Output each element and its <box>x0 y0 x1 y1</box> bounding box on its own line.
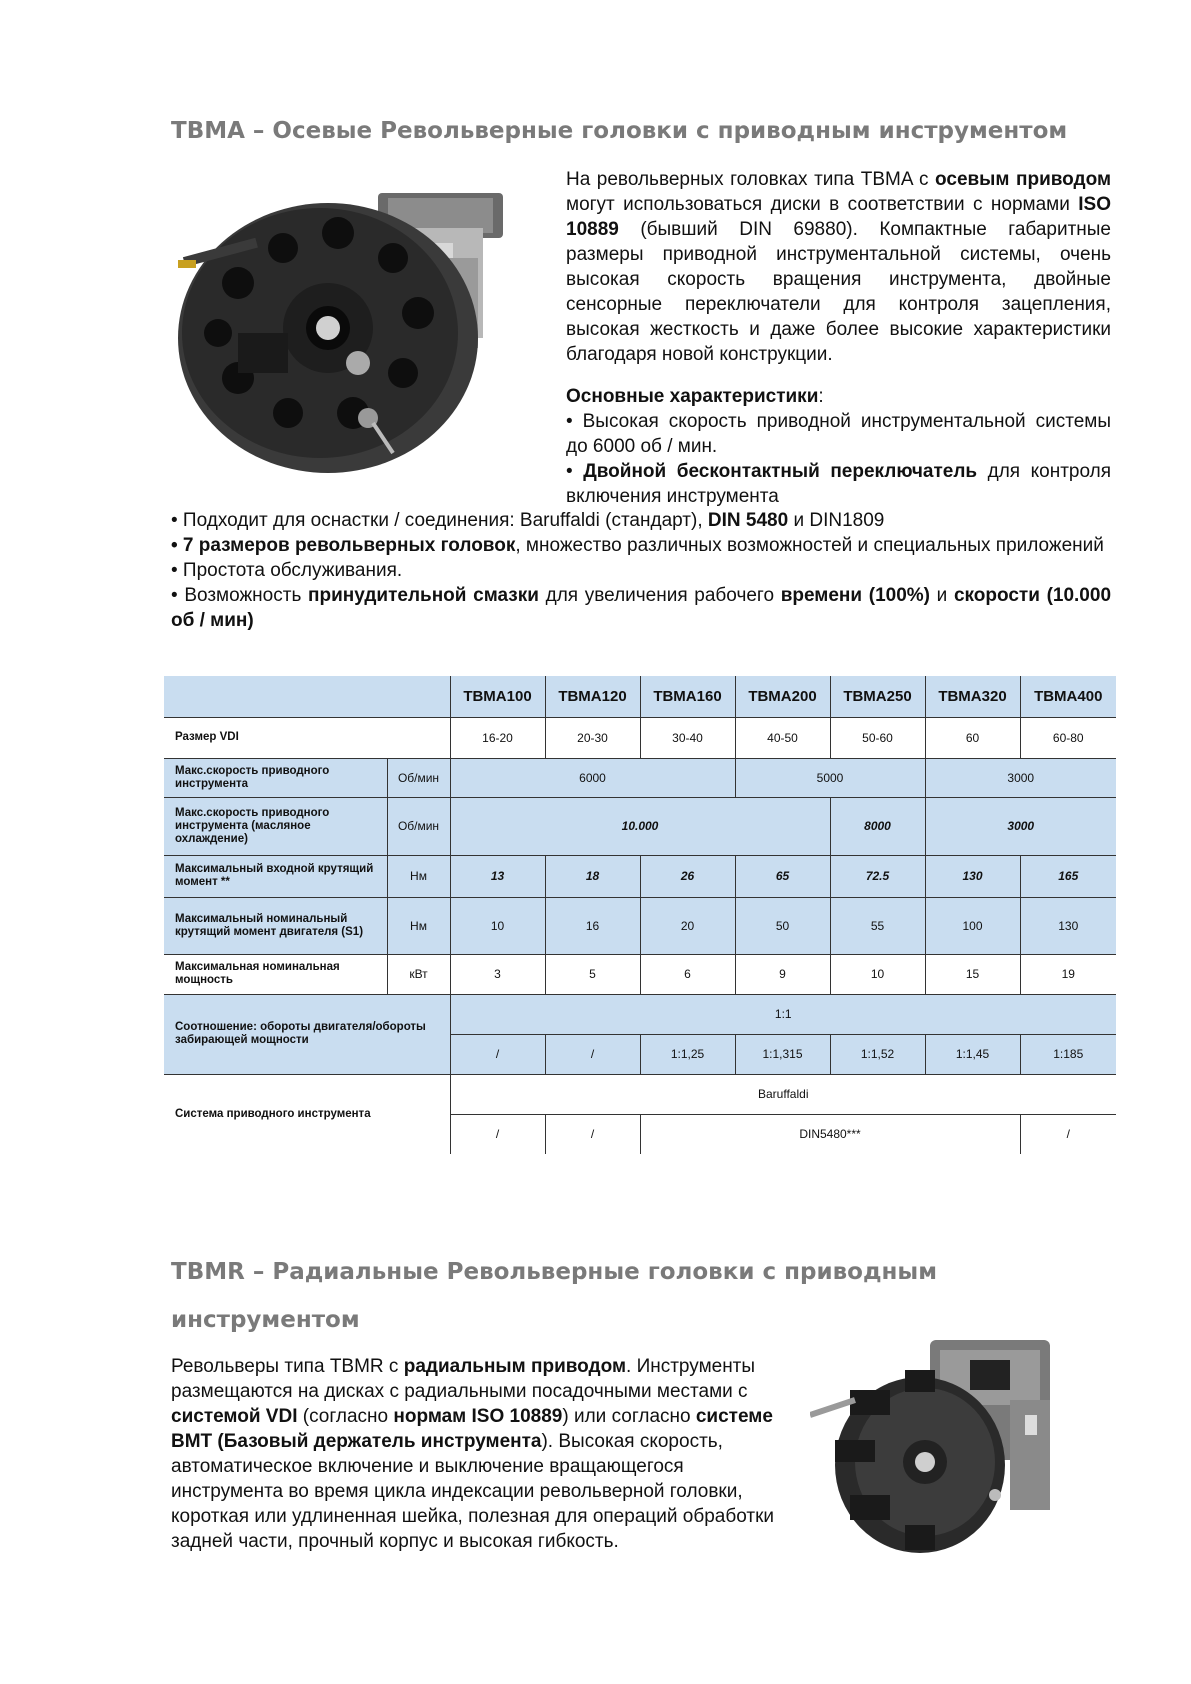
ratio-row-top <box>164 994 1116 1034</box>
tbma-features-full <box>171 508 1111 633</box>
table-cell: 65 <box>735 855 830 897</box>
table-cell: / <box>450 1114 545 1154</box>
table-cell: Об/мин <box>387 797 450 855</box>
tbmr-heading-line1: TBMR – Радиальные Револьверные головки с приводным <box>171 1259 938 1285</box>
table-cell: 1:1,45 <box>925 1034 1020 1074</box>
table-cell: / <box>450 1034 545 1074</box>
model-header: TBMA100 <box>450 676 545 717</box>
torque-nom-row <box>164 897 1116 954</box>
table-cell: 1:1,25 <box>640 1034 735 1074</box>
table-cell: Максимальный входной крутящий момент ** <box>164 855 387 897</box>
table-cell: 20 <box>640 897 735 954</box>
table-cell: 60 <box>925 717 1020 758</box>
tbmr-heading-line2: инструментом <box>171 1307 360 1333</box>
model-header: TBMA200 <box>735 676 830 717</box>
model-header: TBMA120 <box>545 676 640 717</box>
table-cell: 6 <box>640 954 735 994</box>
table-cell: Макс.скорость приводного инструмента (масляное охлаждение) <box>164 797 387 855</box>
table-cell: 5000 <box>735 758 925 797</box>
table-cell: 130 <box>925 855 1020 897</box>
feature-3: • Подходит для оснастки / соединения: Baruffaldi (стандарт), DIN 5480 и DIN1809 <box>171 510 885 531</box>
table-cell: Система приводного инструмента <box>164 1074 450 1154</box>
table-cell: 8000 <box>830 797 925 855</box>
table-cell: 26 <box>640 855 735 897</box>
table-cell: 20-30 <box>545 717 640 758</box>
tbma-spec-table <box>164 676 1116 1154</box>
table-cell: Об/мин <box>387 758 450 797</box>
feature-5: • Простота обслуживания. <box>171 560 403 581</box>
tbma-intro: На револьверных головках типа TBMA с осевым приводом могут использоваться диски в соответствии с нормами ISO 10889 (бывший DIN 69880). Компактные габаритные размеры приводной инструментальной системы, очень высокая скорость вращения инструмента, двойные сенсорные переключатели для контроля зацепления, высокая жесткость и даже более высокие характеристики благодаря новой конструкции. <box>566 169 1112 365</box>
feature-1: • Высокая скорость приводной инструментальной системы до 6000 об / мин. <box>566 411 1111 457</box>
table-cell: / <box>1020 1114 1116 1154</box>
table-cell: 10.000 <box>450 797 830 855</box>
power-row <box>164 954 1116 994</box>
table-cell: Максимальный номинальный крутящий момент двигателя (S1) <box>164 897 387 954</box>
system-row-top <box>164 1074 1116 1114</box>
table-cell: 40-50 <box>735 717 830 758</box>
table-cell: кВт <box>387 954 450 994</box>
table-cell: 6000 <box>450 758 735 797</box>
tbma-heading: TBMA – Осевые Револьверные головки с приводным инструментом <box>171 118 1068 144</box>
table-cell: 1:1,52 <box>830 1034 925 1074</box>
tbmr-text: Револьверы типа TBMR с радиальным приводом. Инструменты размещаются на дисках с радиальными посадочными местами с системой VDI (согласно нормам ISO 10889) или согласно системе BMT (Базовый держатель инструмента). Высокая скорость, автоматическое включение и выключение вращающегося инструмента во время цикла индексации револьверной головки, короткая или удлиненная шейка, полезная для операций обработки задней части, прочный корпус и высокая гибкость. <box>171 1356 775 1552</box>
table-cell: 5 <box>545 954 640 994</box>
table-cell: Макс.скорость приводного инструмента <box>164 758 387 797</box>
model-header: TBMA160 <box>640 676 735 717</box>
table-cell: / <box>545 1114 640 1154</box>
table-cell: 3000 <box>925 797 1116 855</box>
tbma-features: Основные характеристики: • Высокая скорость приводной инструментальной системы до 6000 об / мин. • Двойной бесконтактный переключатель для контроля включения инструмента <box>566 386 1111 507</box>
tbmr-turret-image <box>810 1330 1070 1560</box>
feature-4: • 7 размеров револьверных головок, множество различных возможностей и специальных приложений <box>171 535 1104 556</box>
table-cell: 19 <box>1020 954 1116 994</box>
table-cell: 10 <box>450 897 545 954</box>
feature-2: • Двойной бесконтактный переключатель для контроля включения инструмента <box>566 461 1111 507</box>
table-cell: 15 <box>925 954 1020 994</box>
table-cell: 9 <box>735 954 830 994</box>
table-cell: Нм <box>387 897 450 954</box>
table-cell: 72.5 <box>830 855 925 897</box>
table-cell: DIN5480*** <box>640 1114 1020 1154</box>
table-cell: Соотношение: обороты двигателя/обороты забирающей мощности <box>164 994 450 1074</box>
feature-6: • Возможность принудительной смазки для увеличения рабочего времени (100%) и скорости (10.000 об / мин) <box>171 585 1112 631</box>
table-cell: 3 <box>450 954 545 994</box>
table-cell: 18 <box>545 855 640 897</box>
table-cell: 3000 <box>925 758 1116 797</box>
table-cell: Нм <box>387 855 450 897</box>
table-cell: 100 <box>925 897 1020 954</box>
tbma-turret-image <box>178 188 548 478</box>
features-title: Основные характеристики <box>566 386 819 407</box>
table-cell: 1:185 <box>1020 1034 1116 1074</box>
torque-in-row <box>164 855 1116 897</box>
table-cell: 60-80 <box>1020 717 1116 758</box>
table-cell: 16 <box>545 897 640 954</box>
header-row <box>164 676 1116 717</box>
model-header: TBMA320 <box>925 676 1020 717</box>
model-header: TBMA250 <box>830 676 925 717</box>
speed-oil-row <box>164 797 1116 855</box>
table-cell: 50-60 <box>830 717 925 758</box>
table-cell: / <box>545 1034 640 1074</box>
vdi-row <box>164 717 1116 758</box>
table-cell: Максимальная номинальная мощность <box>164 954 387 994</box>
table-cell: Размер VDI <box>164 717 450 758</box>
table-cell: 10 <box>830 954 925 994</box>
table-cell: 55 <box>830 897 925 954</box>
table-cell: 16-20 <box>450 717 545 758</box>
model-header: TBMA400 <box>1020 676 1116 717</box>
table-cell: 1:1,315 <box>735 1034 830 1074</box>
table-cell: 130 <box>1020 897 1116 954</box>
table-cell: 1:1 <box>450 994 1116 1034</box>
table-cell: 30-40 <box>640 717 735 758</box>
table-cell <box>164 676 450 717</box>
table-cell: 13 <box>450 855 545 897</box>
table-cell: 165 <box>1020 855 1116 897</box>
table-cell: Baruffaldi <box>450 1074 1116 1114</box>
speed-row <box>164 758 1116 797</box>
table-cell: 50 <box>735 897 830 954</box>
